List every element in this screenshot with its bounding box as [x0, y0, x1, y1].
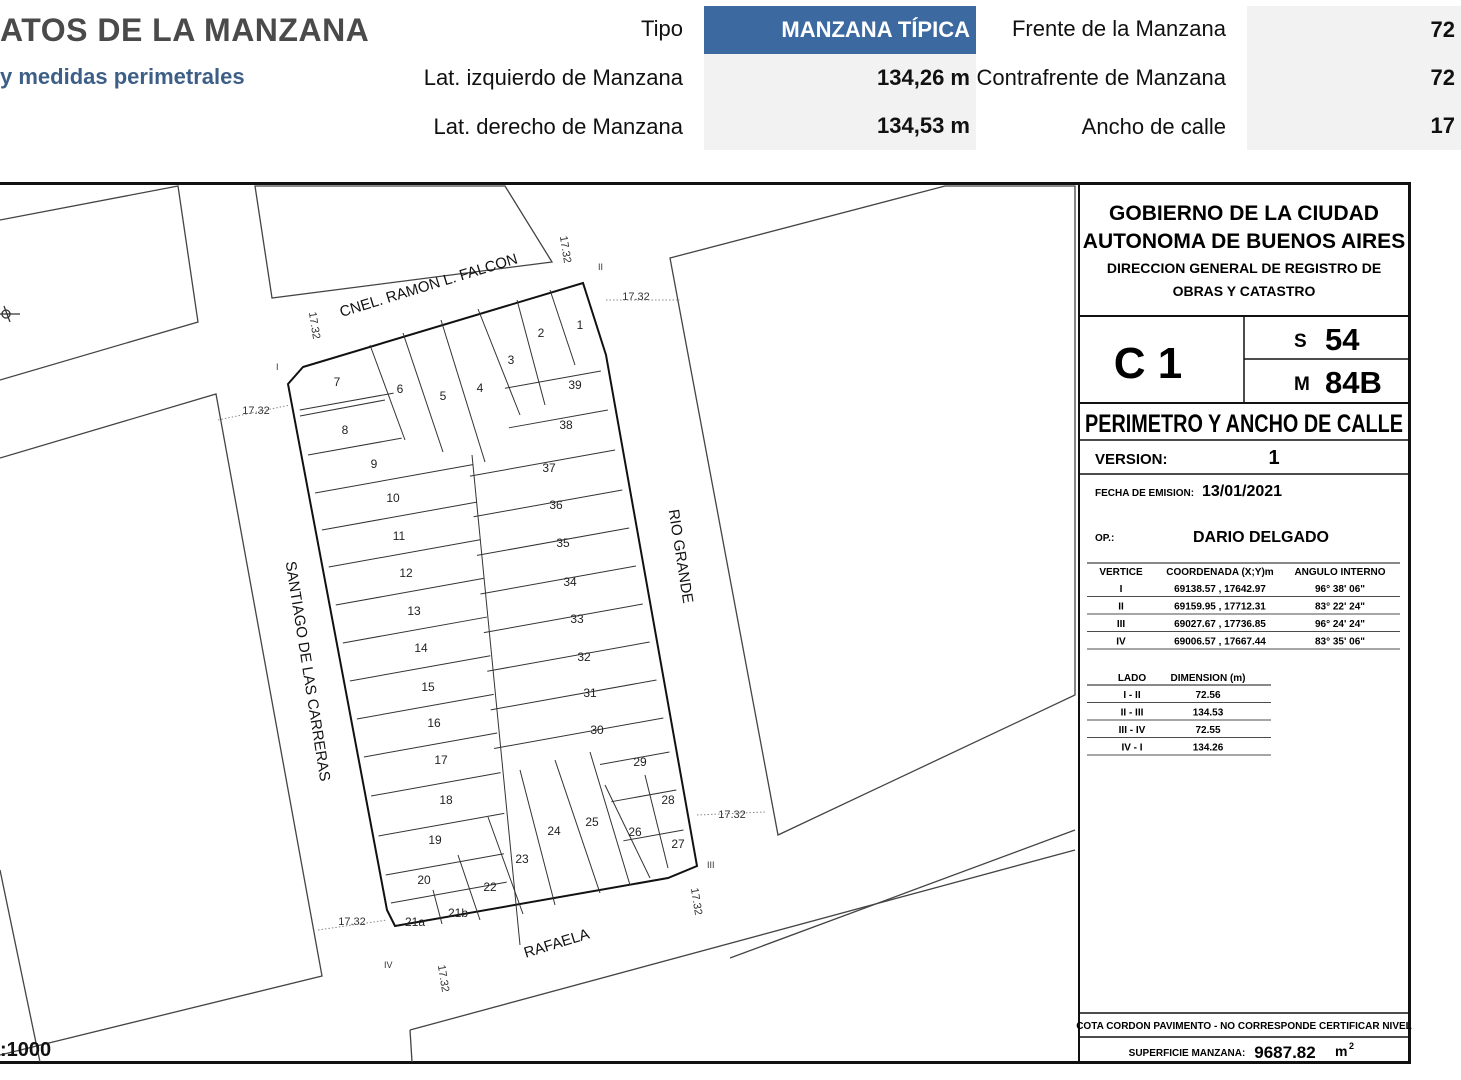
side-cell-dim: 72.55 — [1195, 725, 1221, 736]
block-w — [0, 394, 322, 1055]
vertex-cell-id: III — [1116, 619, 1126, 630]
lot-label-right: 32 — [577, 650, 591, 664]
superficie-unit: m — [1335, 1043, 1348, 1059]
lot-label-left: 7 — [333, 375, 341, 389]
page-title: ATOS DE LA MANZANA — [0, 12, 370, 48]
lot-label-left: 18 — [439, 793, 453, 807]
vertex-cell-coord: 69006.57 , 17667.44 — [1174, 636, 1266, 648]
side-cell-lado: I - II — [1123, 690, 1141, 701]
lot-label-right: 28 — [661, 793, 675, 807]
manzana-label: M — [1294, 374, 1310, 395]
vertex-cell-id: I — [1119, 584, 1123, 595]
dim-label-ne: 17.32 — [622, 291, 650, 303]
vertex-cell-angle: 96° 24' 24" — [1314, 619, 1366, 630]
vertex-header-vertice: VERTICE — [1099, 567, 1143, 578]
op-value: DARIO DELGADO — [1193, 529, 1329, 546]
lot-label-left: 17 — [434, 753, 448, 767]
lot-label-left: 13 — [407, 604, 421, 618]
lot-label-right: 37 — [542, 461, 556, 475]
dir-line-2: OBRAS Y CATASTRO — [1172, 283, 1316, 299]
vertex-i: I — [276, 362, 279, 372]
vertex-iv: IV — [384, 960, 393, 970]
vertex-cell-angle: 83° 22' 24" — [1314, 601, 1366, 613]
info-value-lat-izq: 134,26 m — [704, 54, 976, 102]
dim-label-e: 17.32 — [718, 809, 746, 821]
lot-label-top: 1 — [576, 318, 584, 332]
info-value-frente: 72 — [1247, 6, 1461, 54]
lot-label-right: 33 — [570, 612, 584, 626]
dim-label-sw: 17.32 — [338, 916, 366, 928]
block-nw — [0, 186, 198, 380]
superficie-exp: 2 — [1349, 1041, 1355, 1051]
block-n — [255, 186, 552, 298]
vertex-header-coord: COORDENADA (X;Y)m — [1166, 567, 1274, 578]
lot-label-right: 34 — [563, 575, 577, 589]
vertex-ii: II — [598, 262, 604, 272]
street-right: RIO GRANDE — [664, 508, 697, 605]
info-label-contrafrente: Contrafrente de Manzana — [976, 65, 1226, 90]
vertex-cell-id: IV — [1116, 636, 1126, 648]
info-value-ancho-calle: 17 — [1247, 102, 1461, 150]
lot-label-left: 19 — [428, 833, 442, 847]
lot-label-top: 3 — [507, 353, 515, 367]
vertex-header-angulo: ANGULO INTERNO — [1294, 567, 1386, 578]
block-e — [670, 186, 1075, 835]
street-left: SANTIAGO DE LAS CARRERAS — [281, 560, 334, 783]
dim-label-s: 17.32 — [434, 963, 452, 994]
lot-label-right: 38 — [559, 418, 573, 432]
lot-label-bottom: 23 — [515, 852, 529, 866]
side-cell-lado: III - IV — [1118, 725, 1146, 736]
vertex-table — [1087, 563, 1400, 649]
street-names — [282, 251, 697, 962]
lot-label-top: 4 — [476, 381, 484, 395]
circunscripcion: C 1 — [1113, 339, 1183, 388]
fecha-label: FECHA DE EMISION: — [1095, 488, 1195, 499]
info-label-frente: Frente de la Manzana — [1011, 16, 1226, 41]
seccion-label: S — [1294, 331, 1307, 352]
info-label-lat-der: Lat. derecho de Manzana — [433, 114, 683, 139]
section-title: PERIMETRO Y ANCHO DE CALLE — [1085, 410, 1403, 438]
lot-label-left: 16 — [427, 716, 441, 730]
lot-label-left: 12 — [399, 566, 413, 580]
vertex-cell-coord: 69027.67 , 17736.85 — [1174, 619, 1266, 630]
side-cell-dim: 72.56 — [1195, 690, 1221, 701]
lot-label-bottom: 26 — [628, 825, 642, 839]
side-header-dim: DIMENSION (m) — [1170, 673, 1246, 684]
dim-label-nw: 17.32 — [305, 310, 323, 341]
lot-label-left: 11 — [392, 529, 406, 543]
superficie-label: SUPERFICIE MANZANA: — [1128, 1048, 1246, 1059]
lot-label-right: 27 — [671, 837, 685, 851]
lot-label-top: 5 — [439, 389, 447, 403]
surrounding-blocks — [0, 186, 1075, 1062]
lot-label-right: 29 — [633, 755, 647, 769]
vertex-cell-angle: 96° 38' 06" — [1314, 584, 1366, 595]
gov-line-2: AUTONOMA DE BUENOS AIRES — [1082, 230, 1406, 253]
lot-label-right: 35 — [556, 536, 570, 550]
side-cell-dim: 134.53 — [1192, 707, 1224, 719]
side-cell-lado: IV - I — [1121, 742, 1143, 754]
info-value-tipo: MANZANA TÍPICA — [704, 6, 976, 54]
lot-label-right: 31 — [583, 686, 597, 700]
lot-label-right: 36 — [549, 498, 563, 512]
lot-label-left: 14 — [414, 641, 428, 655]
lot-label-left: 15 — [421, 680, 435, 694]
manzana — [288, 283, 697, 945]
side-header-lado: LADO — [1117, 673, 1147, 684]
side-cell-lado: II - III — [1120, 707, 1144, 719]
version-label: VERSION: — [1095, 451, 1168, 468]
fecha-value: 13/01/2021 — [1202, 483, 1283, 500]
vertex-labels — [276, 262, 715, 970]
info-label-ancho-calle: Ancho de calle — [1081, 114, 1226, 139]
dim-label-se: 17.32 — [687, 886, 705, 917]
lot-label-left: 20 — [417, 873, 431, 887]
scale-label: :1000 — [0, 1039, 52, 1061]
lot-label-right: 39 — [568, 378, 582, 392]
lot-label-bottom: 25 — [585, 815, 599, 829]
superficie-value: 9687.82 — [1254, 1043, 1316, 1062]
page-subtitle: y medidas perimetrales — [0, 64, 245, 89]
vertex-iii: III — [707, 860, 715, 870]
street-bottom: RAFAELA — [521, 925, 592, 962]
street-top: CNEL. RAMON L. FALCON — [337, 250, 520, 321]
vertex-cell-coord: 69159.95 , 17712.31 — [1174, 601, 1266, 613]
info-value-contrafrente: 72 — [1247, 54, 1461, 102]
dir-line-1: DIRECCION GENERAL DE REGISTRO DE — [1106, 260, 1382, 276]
lot-label-bottom: 21b — [447, 906, 469, 920]
title-block — [1076, 184, 1412, 1062]
gov-line-1: GOBIERNO DE LA CIUDAD — [1109, 202, 1379, 225]
lot-label-left: 10 — [386, 491, 400, 505]
lot-label-bottom: 22 — [483, 880, 497, 894]
manzana-value: 84B — [1325, 365, 1382, 400]
vertex-cell-angle: 83° 35' 06" — [1314, 636, 1366, 648]
lot-label-bottom: 24 — [547, 824, 561, 838]
north-arrow-icon — [0, 306, 20, 322]
version-value: 1 — [1268, 447, 1280, 469]
vertex-cell-coord: 69138.57 , 17642.97 — [1174, 584, 1266, 595]
seccion-value: 54 — [1325, 322, 1360, 357]
lot-label-top: 2 — [537, 326, 545, 340]
sides-table — [1087, 673, 1271, 755]
info-value-lat-der: 134,53 m — [704, 102, 976, 150]
lot-label-left: 9 — [370, 457, 378, 471]
info-label-lat-izq: Lat. izquierdo de Manzana — [423, 65, 683, 90]
side-cell-dim: 134.26 — [1192, 742, 1224, 754]
dim-label-w: 17.32 — [242, 405, 270, 417]
dim-label-n: 17.32 — [556, 234, 574, 265]
info-label-tipo: Tipo — [641, 16, 683, 41]
vertex-cell-id: II — [1118, 601, 1124, 613]
op-label: OP.: — [1095, 533, 1115, 544]
lot-label-right: 30 — [590, 723, 604, 737]
lot-label-left: 8 — [341, 423, 349, 437]
cota-note: COTA CORDON PAVIMENTO - NO CORRESPONDE CERTIFICAR NIVEL — [1076, 1021, 1412, 1032]
lot-label-top: 6 — [396, 382, 404, 396]
block-s-edge — [730, 830, 1075, 958]
lot-label-left: 21a — [404, 915, 426, 929]
